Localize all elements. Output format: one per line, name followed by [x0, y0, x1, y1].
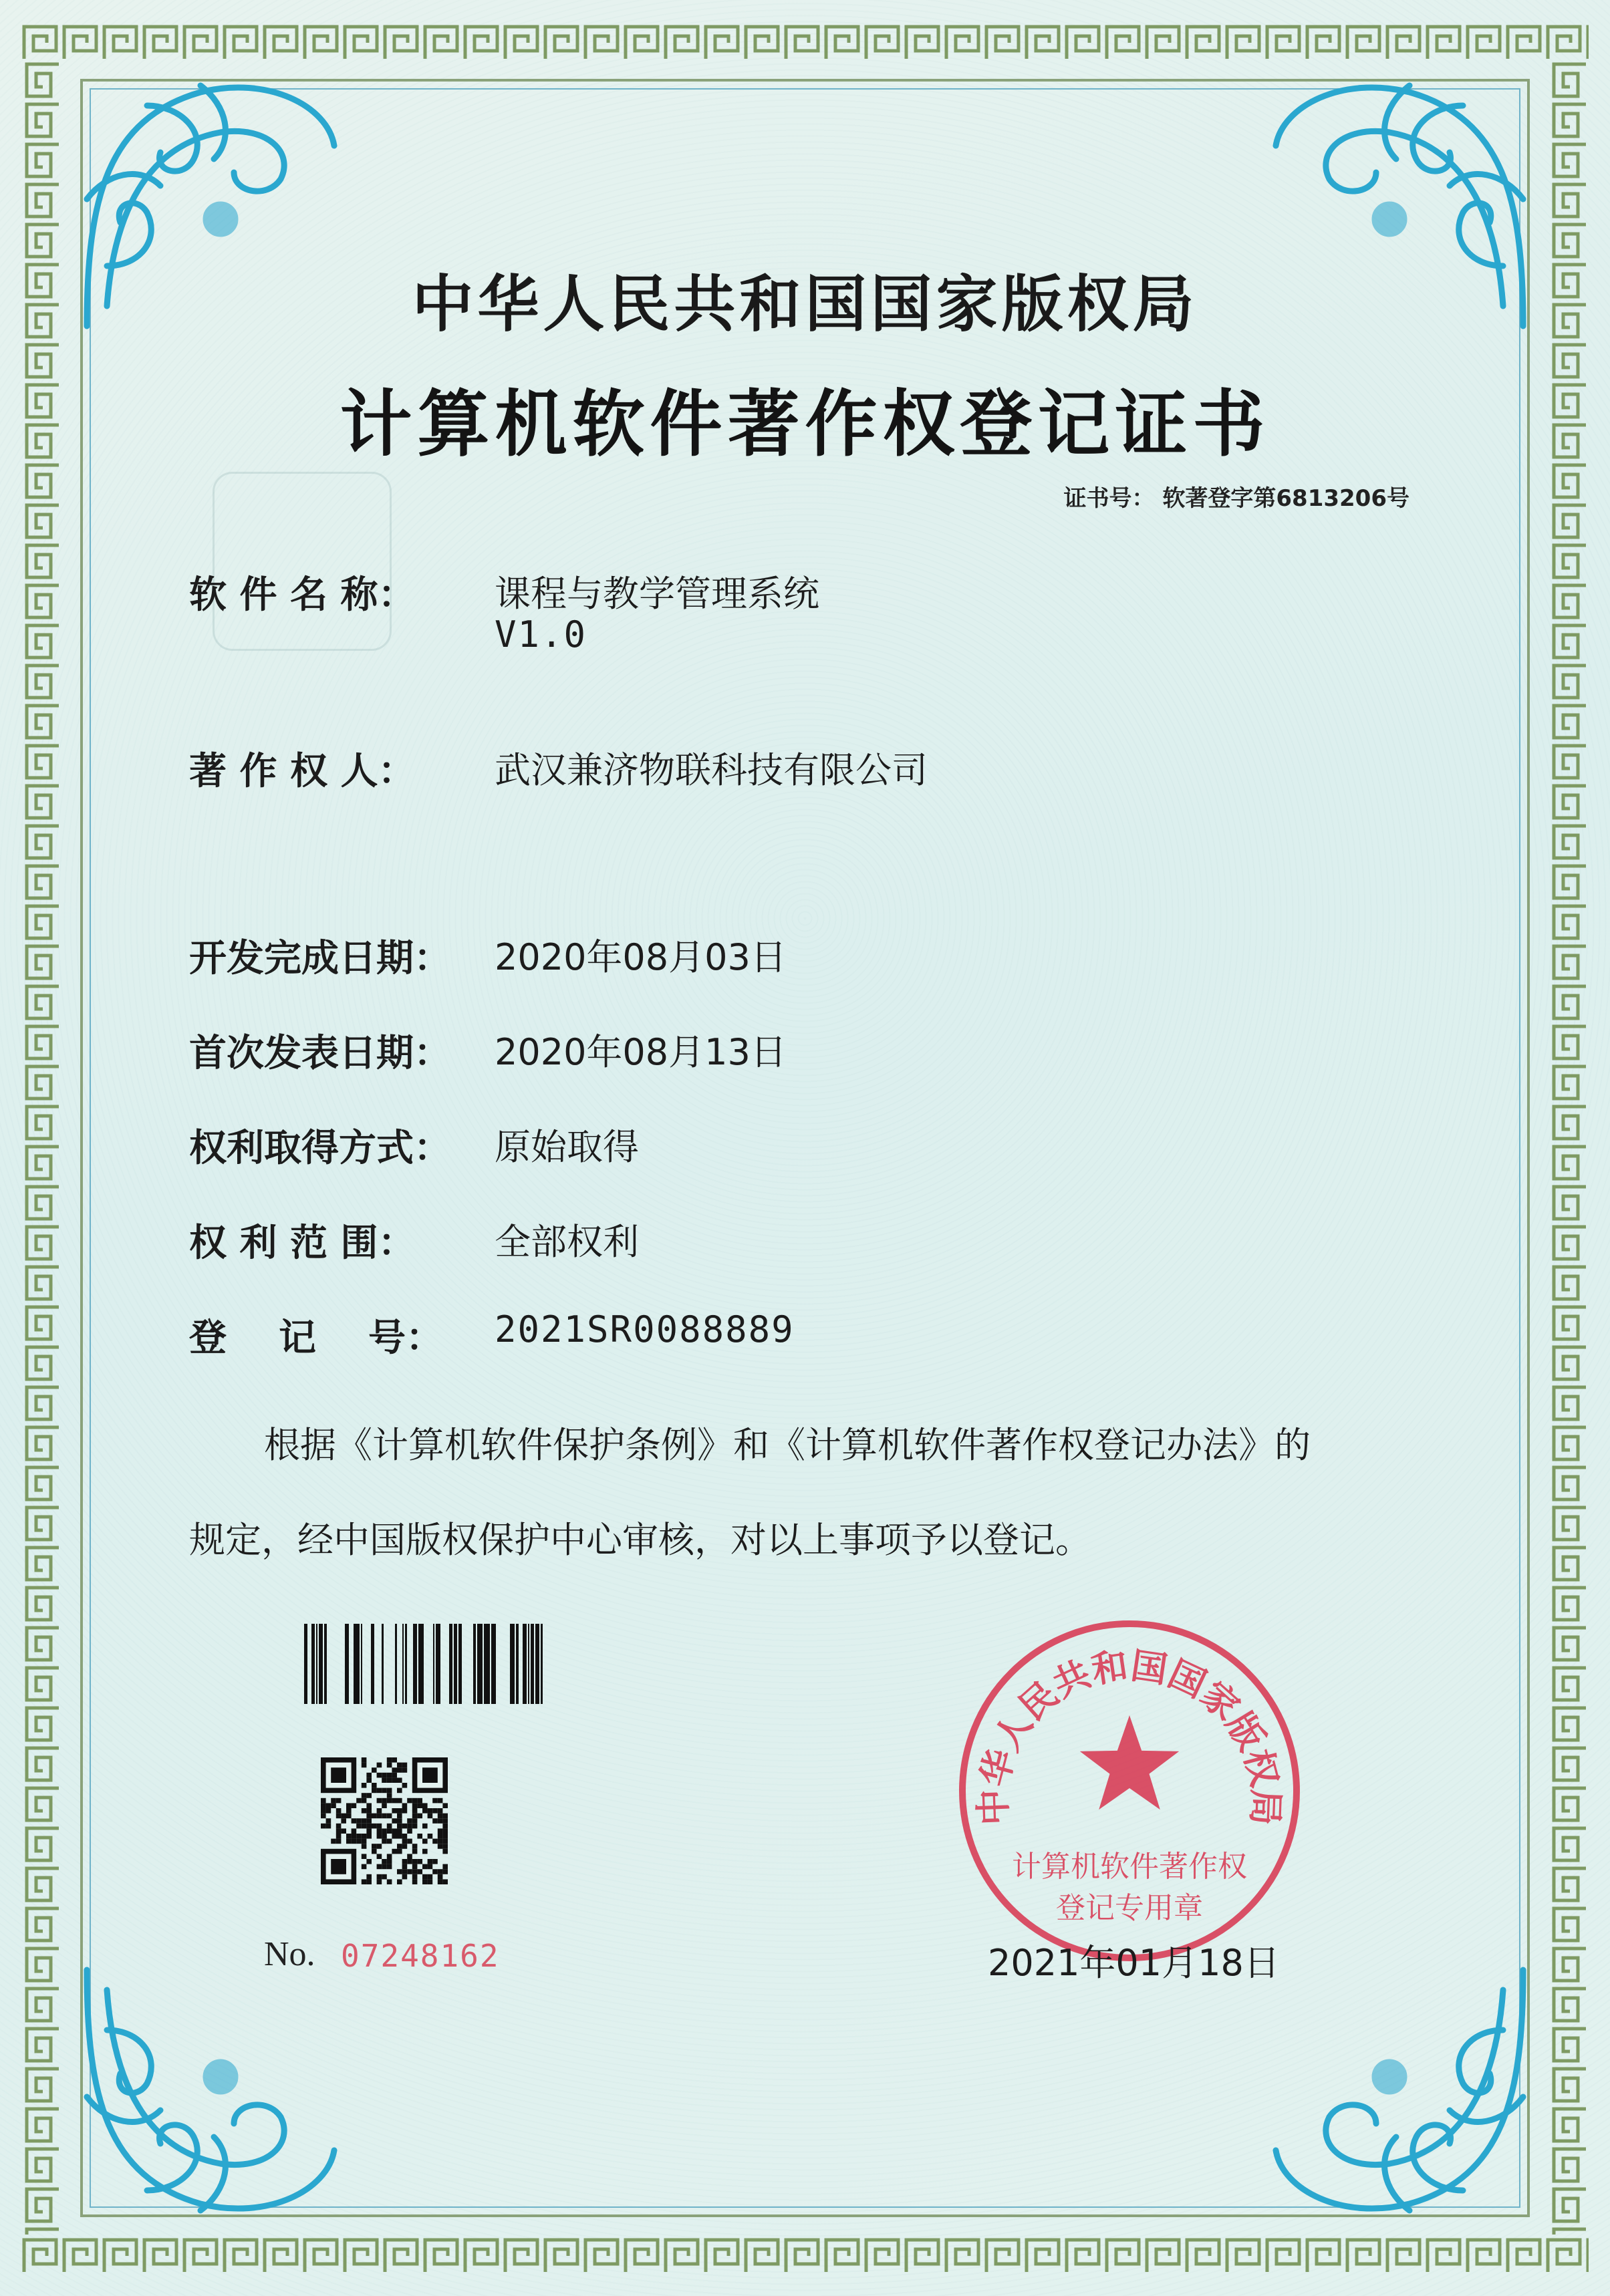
- greek-key-border-bottom: [21, 2235, 1589, 2275]
- scroll-ornament: [1276, 1970, 1523, 2210]
- software-name-label: 软 件 名 称：: [189, 573, 416, 617]
- acquisition-method-label: 权利取得方式：: [189, 1127, 451, 1170]
- registration-number: 2021SR0088889: [495, 1308, 795, 1350]
- statement-line-1: 根据《计算机软件保护条例》和《计算机软件著作权登记办法》的: [264, 1424, 1311, 1466]
- qr-code: [321, 1757, 448, 1884]
- certificate-number-value: 软著登字第6813206号: [1162, 485, 1410, 512]
- completion-date: 2020年08月03日: [495, 936, 787, 978]
- serial-number: 07248162: [341, 1938, 500, 1974]
- first-publish-date: 2020年08月13日: [495, 1031, 787, 1073]
- issuer-title: 中华人民共和国国家版权局: [412, 269, 1198, 340]
- seal-star: [1080, 1715, 1179, 1810]
- copyright-holder-label: 著 作 权 人：: [189, 750, 416, 793]
- copyright-holder: 武汉兼济物联科技有限公司: [495, 749, 928, 791]
- greek-key-pattern: [24, 2240, 1589, 2272]
- greek-key-border-top: [21, 21, 1589, 61]
- barcode: [304, 1624, 545, 1704]
- registration-number-label: 登 记 号：: [189, 1316, 443, 1360]
- corner-ornament-bottom-left: [67, 1950, 348, 2231]
- seal-line-1: 计算机软件著作权: [1012, 1850, 1247, 1884]
- scroll-ornament: [87, 1970, 334, 2210]
- embossed-stamp: [213, 472, 392, 651]
- serial-label: No.: [264, 1935, 315, 1973]
- seal-line-2: 登记专用章: [1056, 1891, 1203, 1925]
- rights-scope: 全部权利: [495, 1221, 639, 1263]
- issue-date: 2021年01月18日: [988, 1942, 1280, 1984]
- greek-key-pattern: [24, 27, 1589, 59]
- certificate-title: 计算机软件著作权登记证书: [340, 382, 1270, 466]
- acquisition-method: 原始取得: [495, 1126, 639, 1168]
- completion-date-label: 开发完成日期：: [189, 937, 451, 980]
- statement-line-2: 规定，经中国版权保护中心审核，对以上事项予以登记。: [189, 1519, 1091, 1561]
- official-seal: [949, 1610, 1310, 1971]
- seal-ring-text: 中华人民共和国国家版权局: [972, 1644, 1287, 1826]
- corner-ornament-bottom-right: [1262, 1950, 1543, 2231]
- software-version: V1.0: [495, 613, 587, 656]
- certificate-number-label: 证书号：: [1063, 485, 1155, 512]
- rights-scope-label: 权 利 范 围：: [189, 1222, 416, 1265]
- first-publish-date-label: 首次发表日期：: [189, 1032, 451, 1075]
- certificate-number: [1064, 480, 1410, 513]
- software-name: 课程与教学管理系统: [495, 573, 819, 615]
